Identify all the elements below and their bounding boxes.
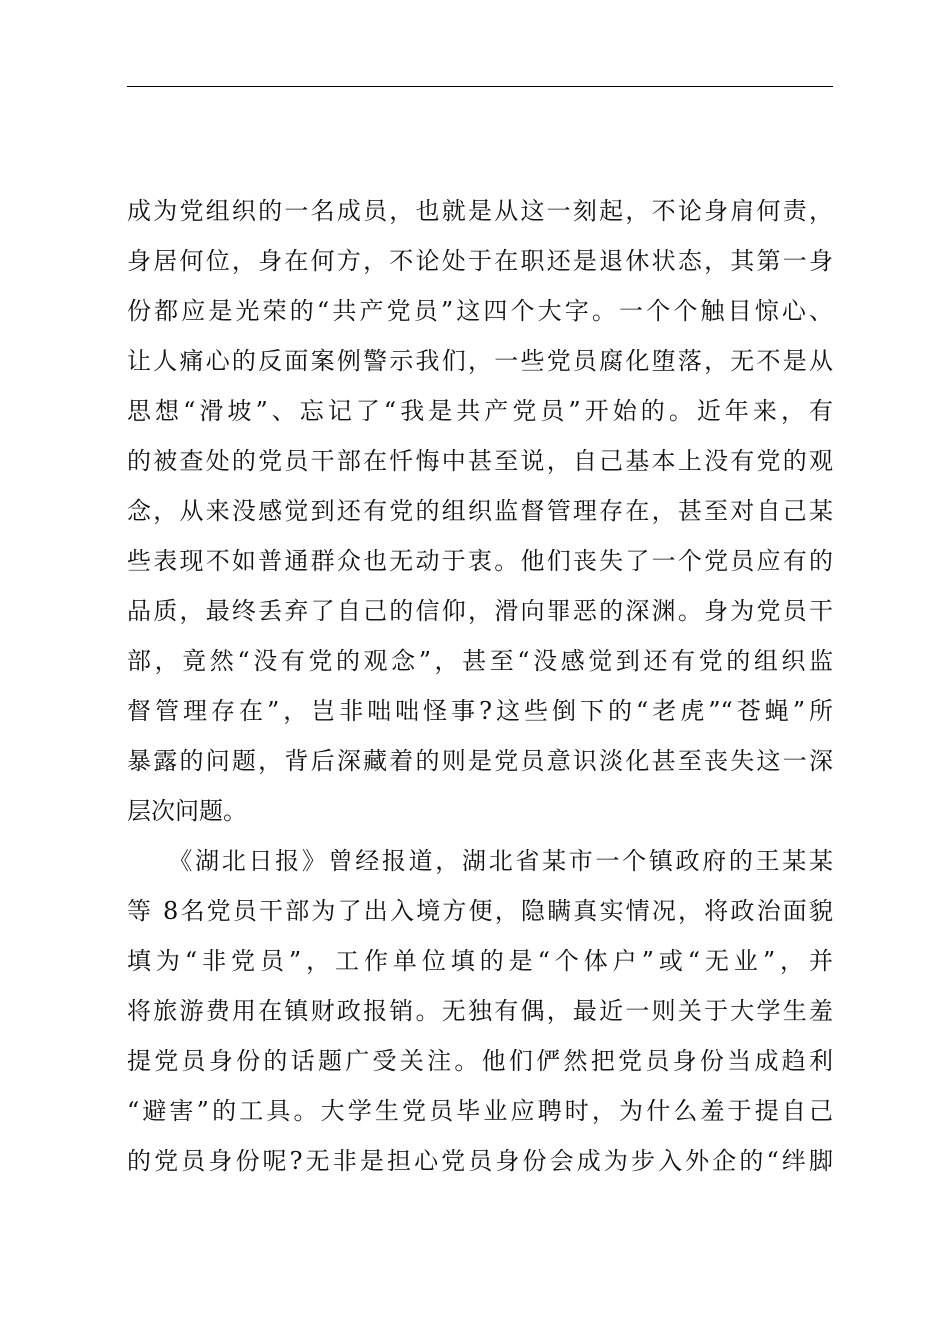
- text-line: 将旅游费用在镇财政报销。无独有偶，最近一则关于大学生羞: [127, 997, 833, 1025]
- text-line: 品质，最终丢弃了自己的信仰，滑向罪恶的深渊。身为党员干: [127, 597, 833, 625]
- text-line: 等 8名党员干部为了出入境方便，隐瞒真实情况，将政治面貌: [127, 897, 833, 925]
- text-line: 的党员身份呢?无非是担心党员身份会成为步入外企的“绊脚: [127, 1147, 833, 1175]
- text-line: 暴露的问题，背后深藏着的则是党员意识淡化甚至丧失这一深: [127, 747, 833, 775]
- text-line: 督管理存在”，岂非咄咄怪事?这些倒下的“老虎”“苍蝇”所: [127, 697, 833, 725]
- text-line: 思想“滑坡”、忘记了“我是共产党员”开始的。近年来，有: [127, 397, 833, 425]
- text-line: 《湖北日报》曾经报道，湖北省某市一个镇政府的王某某: [127, 847, 833, 875]
- text-line: 成为党组织的一名成员，也就是从这一刻起，不论身肩何责，: [127, 197, 833, 225]
- text-line: 层次问题。: [127, 797, 247, 825]
- text-line: 身居何位，身在何方，不论处于在职还是退休状态，其第一身: [127, 247, 833, 275]
- paragraph-1: [127, 186, 833, 836]
- text-line: 让人痛心的反面案例警示我们，一些党员腐化堕落，无不是从: [127, 347, 833, 375]
- text-line: “避害”的工具。大学生党员毕业应聘时，为什么羞于提自己: [127, 1097, 833, 1125]
- text-line: 的被查处的党员干部在忏悔中甚至说，自己基本上没有党的观: [127, 447, 833, 475]
- text-line: 填为“非党员”，工作单位填的是“个体户”或“无业”，并: [127, 947, 833, 975]
- text-line: 提党员身份的话题广受关注。他们俨然把党员身份当成趋利: [127, 1047, 833, 1075]
- document-body: [127, 186, 833, 1186]
- text-line: 份都应是光荣的“共产党员”这四个大字。一个个触目惊心、: [127, 297, 833, 325]
- paragraph-2: [127, 836, 833, 1186]
- text-line: 部，竟然“没有党的观念”，甚至“没感觉到还有党的组织监: [127, 647, 833, 675]
- header-rule: [127, 86, 833, 87]
- text-line: 些表现不如普通群众也无动于衷。他们丧失了一个党员应有的: [127, 547, 833, 575]
- text-line: 念，从来没感觉到还有党的组织监督管理存在，甚至对自己某: [127, 497, 833, 525]
